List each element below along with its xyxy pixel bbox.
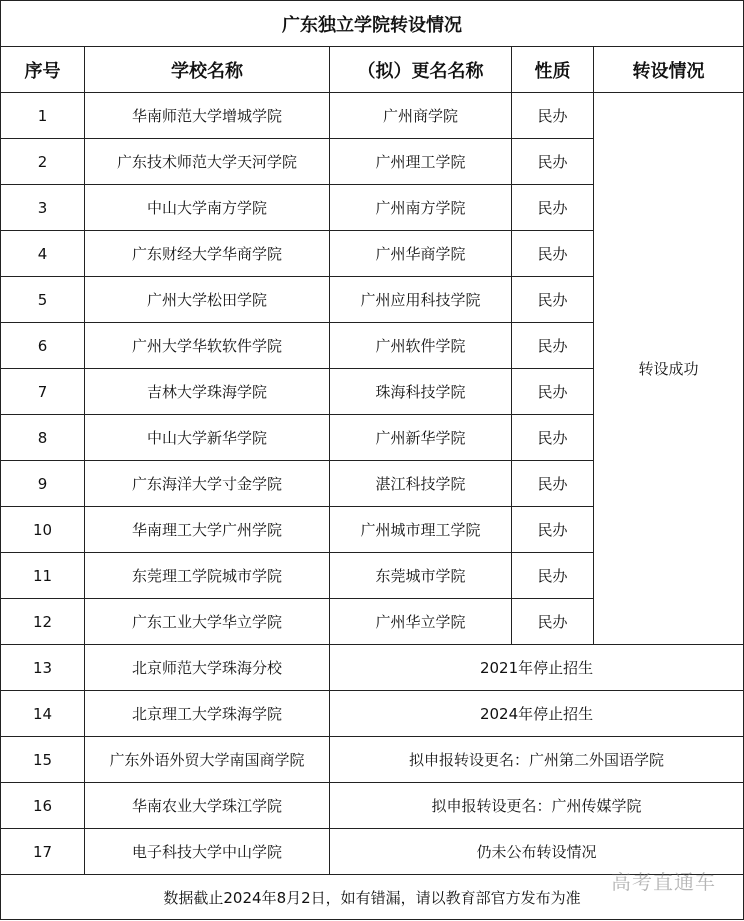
table-row xyxy=(1,645,744,691)
cell-no: 14 xyxy=(1,691,85,737)
cell-no: 3 xyxy=(1,185,85,231)
cell-school: 华南农业大学珠江学院 xyxy=(85,783,330,829)
cell-status-note: 2021年停止招生 xyxy=(330,645,744,691)
cell-no: 17 xyxy=(1,829,85,875)
cell-no: 5 xyxy=(1,277,85,323)
cell-no: 4 xyxy=(1,231,85,277)
cell-status-note: 拟申报转设更名：广州传媒学院 xyxy=(330,783,744,829)
cell-school: 广东外语外贸大学南国商学院 xyxy=(85,737,330,783)
header-school: 学校名称 xyxy=(85,47,330,93)
cell-no: 10 xyxy=(1,507,85,553)
cell-school: 北京理工大学珠海学院 xyxy=(85,691,330,737)
cell-new-name: 广州商学院 xyxy=(330,93,512,139)
cell-type: 民办 xyxy=(512,139,594,185)
cell-no: 8 xyxy=(1,415,85,461)
table-row xyxy=(1,691,744,737)
footer-note: 数据截止2024年8月2日，如有错漏，请以教育部官方发布为准 xyxy=(1,875,744,920)
cell-new-name: 广州理工学院 xyxy=(330,139,512,185)
table-title: 广东独立学院转设情况 xyxy=(1,1,744,47)
cell-school: 广东工业大学华立学院 xyxy=(85,599,330,645)
cell-school: 广州大学华软软件学院 xyxy=(85,323,330,369)
cell-school: 北京师范大学珠海分校 xyxy=(85,645,330,691)
table-row xyxy=(1,783,744,829)
cell-new-name: 广州城市理工学院 xyxy=(330,507,512,553)
cell-no: 12 xyxy=(1,599,85,645)
cell-school: 东莞理工学院城市学院 xyxy=(85,553,330,599)
cell-school: 中山大学新华学院 xyxy=(85,415,330,461)
cell-school: 华南理工大学广州学院 xyxy=(85,507,330,553)
cell-school: 华南师范大学增城学院 xyxy=(85,93,330,139)
cell-type: 民办 xyxy=(512,599,594,645)
cell-no: 2 xyxy=(1,139,85,185)
cell-new-name: 广州新华学院 xyxy=(330,415,512,461)
cell-no: 11 xyxy=(1,553,85,599)
header-type: 性质 xyxy=(512,47,594,93)
cell-new-name: 广州华商学院 xyxy=(330,231,512,277)
cell-no: 13 xyxy=(1,645,85,691)
cell-new-name: 广州应用科技学院 xyxy=(330,277,512,323)
cell-type: 民办 xyxy=(512,415,594,461)
cell-school: 广东海洋大学寸金学院 xyxy=(85,461,330,507)
cell-type: 民办 xyxy=(512,323,594,369)
table-row xyxy=(1,737,744,783)
cell-no: 6 xyxy=(1,323,85,369)
cell-status-note: 仍未公布转设情况 xyxy=(330,829,744,875)
cell-no: 9 xyxy=(1,461,85,507)
watermark: 高考直通车 xyxy=(611,870,716,894)
header-new-name: （拟）更名名称 xyxy=(330,47,512,93)
cell-new-name: 广州软件学院 xyxy=(330,323,512,369)
cell-new-name: 广州南方学院 xyxy=(330,185,512,231)
cell-school: 吉林大学珠海学院 xyxy=(85,369,330,415)
cell-new-name: 东莞城市学院 xyxy=(330,553,512,599)
cell-school: 广东财经大学华商学院 xyxy=(85,231,330,277)
cell-new-name: 湛江科技学院 xyxy=(330,461,512,507)
cell-school: 广东技术师范大学天河学院 xyxy=(85,139,330,185)
cell-no: 16 xyxy=(1,783,85,829)
cell-status-success: 转设成功 xyxy=(594,93,744,645)
cell-school: 中山大学南方学院 xyxy=(85,185,330,231)
cell-school: 电子科技大学中山学院 xyxy=(85,829,330,875)
cell-no: 1 xyxy=(1,93,85,139)
cell-new-name: 珠海科技学院 xyxy=(330,369,512,415)
cell-type: 民办 xyxy=(512,461,594,507)
cell-type: 民办 xyxy=(512,553,594,599)
cell-status-note: 拟申报转设更名：广州第二外国语学院 xyxy=(330,737,744,783)
cell-status-note: 2024年停止招生 xyxy=(330,691,744,737)
cell-type: 民办 xyxy=(512,507,594,553)
cell-no: 7 xyxy=(1,369,85,415)
cell-type: 民办 xyxy=(512,93,594,139)
header-no: 序号 xyxy=(1,47,85,93)
cell-school: 广州大学松田学院 xyxy=(85,277,330,323)
cell-type: 民办 xyxy=(512,185,594,231)
cell-new-name: 广州华立学院 xyxy=(330,599,512,645)
cell-type: 民办 xyxy=(512,369,594,415)
cell-no: 15 xyxy=(1,737,85,783)
cell-type: 民办 xyxy=(512,277,594,323)
table-row xyxy=(1,93,744,139)
header-status: 转设情况 xyxy=(594,47,744,93)
cell-type: 民办 xyxy=(512,231,594,277)
